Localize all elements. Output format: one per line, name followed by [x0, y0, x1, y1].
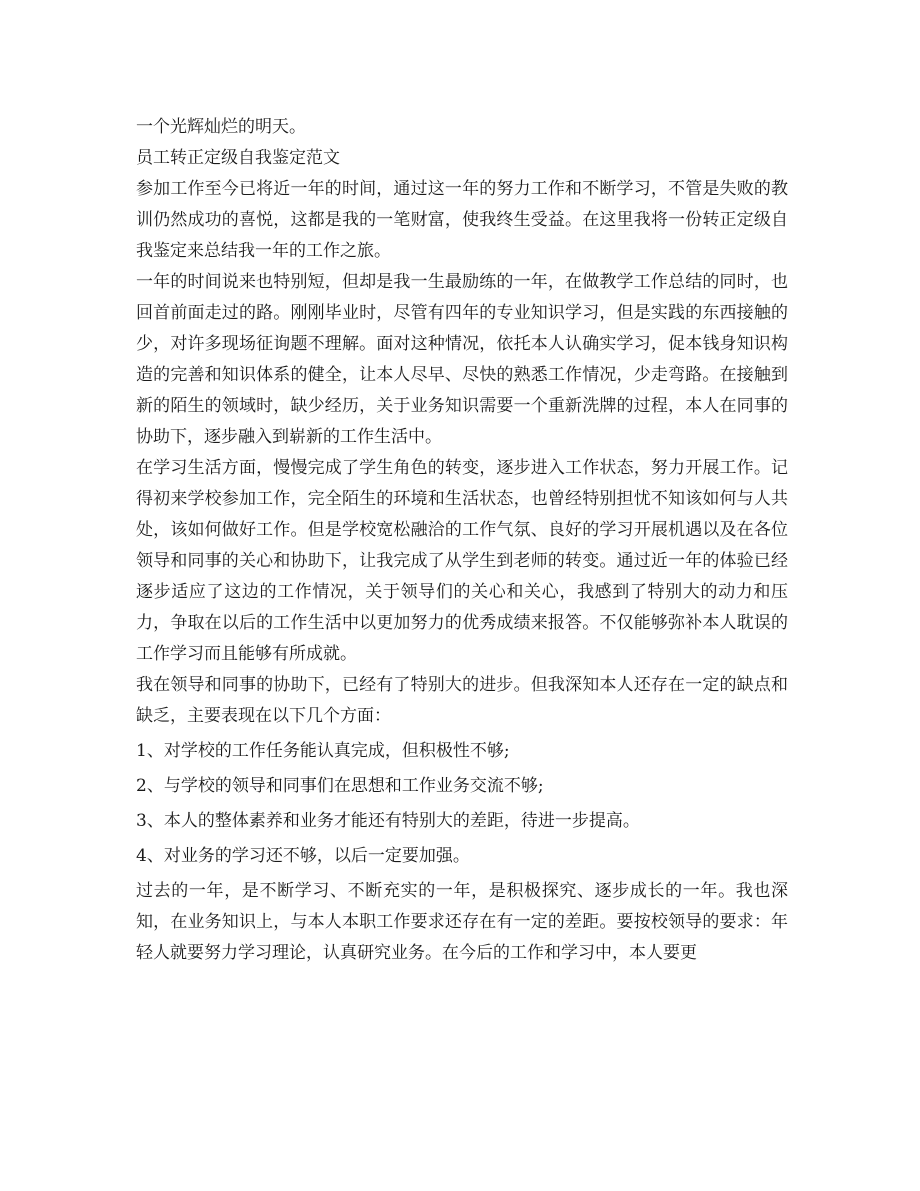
paragraph-study-life: 在学习生活方面，慢慢完成了学生角色的转变，逐步进入工作状态，努力开展工作。记得初来学校参加工作，完全陌生的环境和生活状态，也曾经特别担忧不知该如何与人共处，该如何做好工作。但是学校宽松融洽的工作气氛、良好的学习开展机遇以及在各位领导和同事的关心和协助下，让我完成了从学生到老师的转变。通过近一年的体验已经逐步适应了这边的工作情况，关于领导们的关心和关心，我感到了特别大的动力和压力，争取在以后的工作生活中以更加努力的优秀成绩来报答。不仅能够弥补本人耽误的工作学习而且能够有所成就。: [136, 458, 788, 664]
list-item-4: 4、对业务的学习还不够，以后一定要加强。: [136, 846, 470, 866]
paragraph-past-year: 过去的一年，是不断学习、不断充实的一年，是积极探究、逐步成长的一年。我也深知，在业务知识上，与本人本职工作要求还存在有一定的差距。要按校领导的要求：年轻人就要努力学习理论，认真研究业务。在今后的工作和学习中，本人要更: [136, 881, 788, 963]
paragraph-closing-line: 一个光辉灿烂的明天。: [136, 117, 306, 137]
section-title: 员工转正定级自我鉴定范文: [136, 148, 340, 168]
paragraph-first-year: 一年的时间说来也特别短，但却是我一生最励练的一年，在做教学工作总结的同时，也回首前面走过的路。刚刚毕业时，尽管有四年的专业知识学习，但是实践的东西接触的少，对许多现场征询题不理解。面对这种情况，依托本人认确实学习，促本钱身知识构造的完善和知识体系的健全，让本人尽早、尽快的熟悉工作情况，少走弯路。在接触到新的陌生的领域时，缺少经历，关于业务知识需要一个重新洗牌的过程，本人在同事的协助下，逐步融入到崭新的工作生活中。: [136, 272, 788, 447]
list-item-1: 1、对学校的工作任务能认真完成，但积极性不够;: [136, 741, 510, 761]
document-body: [136, 112, 788, 969]
paragraph-shortcomings-intro: 我在领导和同事的协助下，已经有了特别大的进步。但我深知本人还存在一定的缺点和缺乏，主要表现在以下几个方面：: [136, 675, 788, 726]
list-item-2: 2、与学校的领导和同事们在思想和工作业务交流不够;: [136, 776, 544, 796]
list-item-3: 3、本人的整体素养和业务才能还有特别大的差距，待进一步提高。: [136, 811, 640, 831]
paragraph-intro: 参加工作至今已将近一年的时间，通过这一年的努力工作和不断学习，不管是失败的教训仍然成功的喜悦，这都是我的一笔财富，使我终生受益。在这里我将一份转正定级自我鉴定来总结我一年的工作之旅。: [136, 179, 788, 261]
